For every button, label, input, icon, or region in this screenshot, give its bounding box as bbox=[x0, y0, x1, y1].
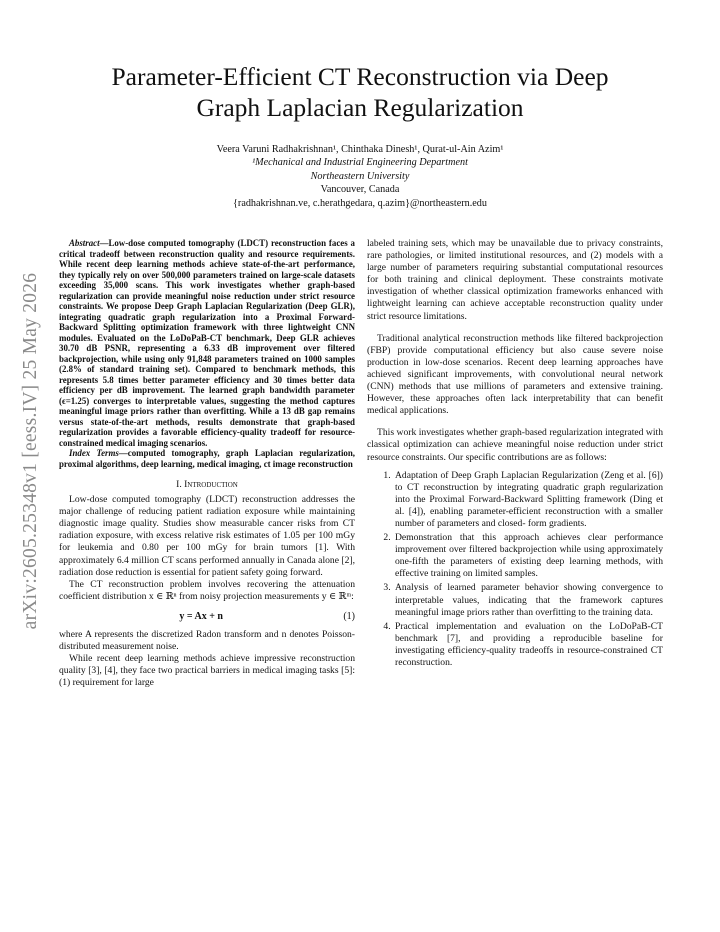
right-paragraph-1: labeled training sets, which may be unavailable due to privacy constraints, rare pathologies, or limited institutional resources, and (2) models with a large number of parameters requiring substantial computational resources for both training and clinical deployment. These constraints motivate investigation of whether classical optimization frameworks enhanced with lightweight learning can achieve acceptable reconstruction quality under strict resource limitations. bbox=[367, 238, 663, 322]
equation-1 bbox=[59, 611, 355, 623]
index-terms-text: —computed tomography, graph Laplacian regularization, proximal algorithms, deep learning, medical imaging, ct image reconstruction bbox=[59, 448, 355, 469]
emails: {radhakrishnan.ve, c.herathgedara, q.azim}@northeastern.edu bbox=[233, 197, 487, 209]
intro-paragraph-3: where A represents the discretized Radon transform and n denotes Poisson-distributed measurement noise. bbox=[59, 629, 355, 653]
paper-title bbox=[60, 61, 660, 123]
arxiv-sidebar-stamp bbox=[16, 245, 46, 657]
author-names: Veera Varuni Radhakrishnan¹, Chinthaka Dinesh¹, Qurat-ul-Ain Azim¹ bbox=[216, 144, 504, 155]
section-heading-introduction: I. Introduction bbox=[176, 479, 238, 490]
list-item: 2. Demonstration that this approach achieves clear performance improvement over filtered backprojection while using approximately one-fifth the parameters of existing deep learning methods, with effective training on limited samples. bbox=[393, 532, 663, 580]
author-block bbox=[110, 143, 610, 210]
equation-number: (1) bbox=[343, 610, 355, 622]
university: Northeastern University bbox=[310, 170, 410, 182]
title-line-2: Graph Laplacian Regularization bbox=[196, 93, 524, 122]
arxiv-id: arXiv:2605.25348v1 [eess.IV] 25 May 2026 bbox=[20, 272, 41, 630]
list-item: 3. Analysis of learned parameter behavior showing convergence to interpretable values, indicating that the framework captures meaningful image priors rather than overfitting to the training data. bbox=[393, 582, 663, 618]
abstract bbox=[59, 238, 355, 448]
right-paragraph-3: This work investigates whether graph-based regularization integrated with classical optimization can achieve meaningful noise reduction under strict resource constraints. Our specific contributions are as follows: bbox=[367, 427, 663, 463]
intro-paragraph-4: While recent deep learning methods achieve impressive reconstruction quality [3], [4], they face two practical barriers in medical imaging tasks [5]: (1) requirement for large bbox=[59, 653, 355, 689]
abstract-label: Abstract bbox=[69, 238, 100, 248]
right-column bbox=[367, 238, 663, 671]
department: ¹Mechanical and Industrial Engineering Department bbox=[252, 157, 468, 169]
list-item: 4. Practical implementation and evaluation on the LoDoPaB-CT benchmark [7], and providing a reproducible baseline for investigating efficiency-quality tradeoffs in resource-constrained CT reconstruction. bbox=[393, 621, 663, 669]
abstract-text: —Low-dose computed tomography (LDCT) reconstruction faces a critical tradeoff between reconstruction quality and resource requirements. While recent deep learning methods achieve state-of-the-art performance, they typically rely on over 500,000 parameters trained on large-scale datasets exceeding 35,000 scans. This work investigates whether graph-based regularization can provide meaningful noise reduction under strict resource constraints. We propose Deep Graph Laplacian Regularization (Deep GLR), integrating quadratic graph regularization into a Proximal Forward-Backward Splitting optimization framework with three lightweight CNN modules. Evaluated on the LoDoPaB-CT benchmark, Deep GLR achieves 30.70 dB PSNR, representing a 6.33 dB improvement over filtered backprojection, while using only 91,848 parameters trained on 1000 samples (2.8% of standard training set). Compared to benchmark methods, this represents 5.8 times better parameter efficiency and 30 times better data efficiency per dB improvement. The learned graph bandwidth parameter (ϵ=1.25) converges to interpretable values, suggesting the method captures meaningful image priors rather than overfitting. While a 13 dB gap remains versus state-of-the-art methods, results demonstrate that graph-based regularization provides a favorable efficiency-quality tradeoff for resource-constrained medical imaging scenarios. bbox=[59, 238, 355, 448]
right-paragraph-2: Traditional analytical reconstruction methods like filtered backprojection (FBP) provide computational efficiency but also cause severe noise production in low-dose scenarios. Recent deep learning approaches have achieved significant improvements, with convolutional neural network (CNN) methods that use millions of parameters and extensive training. However, these approaches often lack interpretability that can benefit medical applications. bbox=[367, 332, 663, 417]
intro-paragraph-1: Low-dose computed tomography (LDCT) reconstruction addresses the major challenge of reducing patient radiation exposure while maintaining diagnostic image quality. Studies show measurable cancer risks from CT radiation exposure, with excess relative risk estimates of 1.05 per 100 mGy for leukemia and 0.80 per 100 mGy for brain tumors [1]. With approximately 6.4 million CT scans performed annually in Canada alone [2], radiation dose reduction is essential for patient safety going forward. bbox=[59, 494, 355, 578]
index-terms bbox=[59, 448, 355, 469]
title-line-1: Parameter-Efficient CT Reconstruction via Deep bbox=[111, 62, 609, 91]
list-item: 1. Adaptation of Deep Graph Laplacian Regularization (Zeng et al. [6]) to CT reconstruction by integrating quadratic graph regularization into the Proximal Forward-Backward Splitting framework (Ding et al. [4]), enabling parameter-efficient reconstruction with a smaller number of parameters and closed- form gradients. bbox=[393, 470, 663, 530]
index-terms-label: Index Terms bbox=[69, 448, 119, 458]
left-column bbox=[59, 238, 355, 690]
intro-paragraph-2: The CT reconstruction problem involves recovering the attenuation coefficient distribution x ∈ ℝⁿ from noisy projection measurements y ∈ ℝᵐ: bbox=[59, 578, 355, 602]
equation-body: y = Ax + n bbox=[179, 610, 223, 622]
location: Vancouver, Canada bbox=[320, 184, 400, 196]
contributions-list bbox=[367, 470, 663, 670]
